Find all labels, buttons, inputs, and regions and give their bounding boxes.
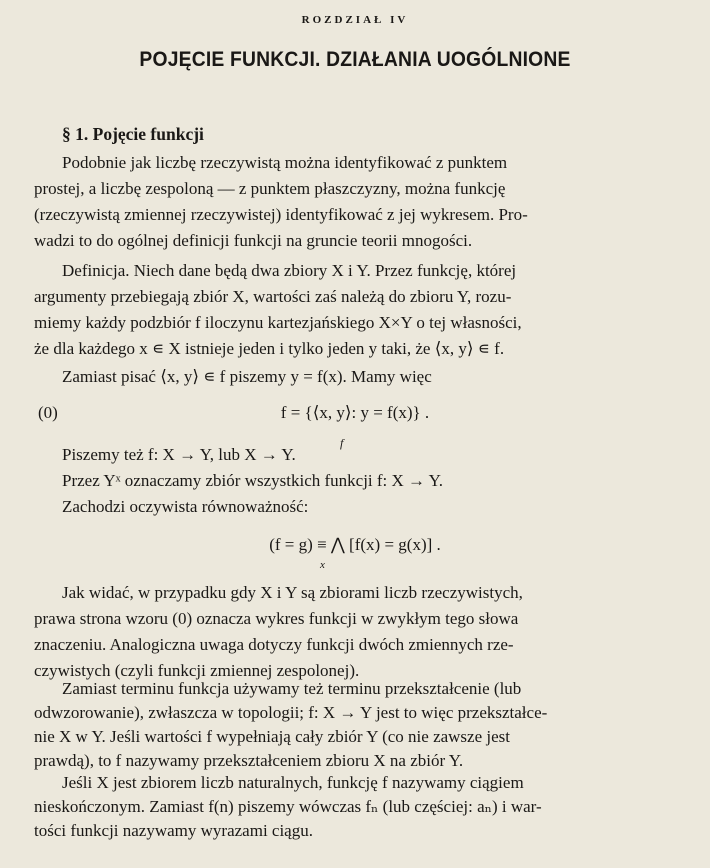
terms-line: odwzorowanie), zwłaszcza w topologii; f: X → Y jest to więc przekształce-	[34, 703, 548, 722]
equation-label-0: (0)	[38, 403, 58, 422]
remark-line: prawa strona wzoru (0) oznacza wykres funkcji w zwykłym tego słowa	[34, 609, 519, 628]
notation-line: Piszemy też f: X → Y, lub X → Y.	[62, 445, 296, 464]
definition-line: że dla każdego x ∊ X istnieje jeden i tylko jeden y taki, że ⟨x, y⟩ ∊ f.	[34, 339, 505, 358]
intro-line: prostej, a liczbę zespoloną — z punktem płaszczyzny, można funkcję	[34, 179, 506, 198]
sequence-line: Jeśli X jest zbiorem liczb naturalnych, funkcję f nazywamy ciągiem	[62, 773, 524, 792]
intro-line: (rzeczywistą zmiennej rzeczywistej) identyfikować z jej wykresem. Pro-	[34, 205, 528, 224]
intro-line: Podobnie jak liczbę rzeczywistą można identyfikować z punktem	[62, 153, 508, 172]
section-heading: § 1. Pojęcie funkcji	[62, 124, 204, 144]
definition-line: miemy każdy podzbiór f iloczynu kartezjańskiego X×Y o tej własności,	[34, 313, 522, 332]
terms-line: nie X w Y. Jeśli wartości f wypełniają cały zbiór Y (co nie zawsze jest	[34, 727, 510, 746]
chapter-label: ROZDZIAŁ IV	[301, 14, 409, 26]
definition-line: Definicja. Niech dane będą dwa zbiory X i Y. Przez funkcję, której	[62, 261, 517, 280]
sequence-line: nieskończonym. Zamiast f(n) piszemy wówczas fₙ (lub częściej: aₙ) i war-	[34, 797, 542, 816]
terms-line: prawdą), to f nazywamy przekształceniem zbioru X na zbiór Y.	[34, 751, 464, 770]
notation-line: Przez Yˣ oznaczamy zbiór wszystkich funkcji f: X → Y.	[62, 471, 444, 490]
equation-1: (f = g) ≡ ⋀ [f(x) = g(x)] .	[269, 535, 441, 554]
sequence-line: tości funkcji nazywamy wyrazami ciągu.	[34, 821, 313, 840]
equation-0: f = {⟨x, y⟩: y = f(x)} .	[280, 403, 430, 422]
remark-line: Jak widać, w przypadku gdy X i Y są zbiorami liczb rzeczywistych,	[62, 583, 523, 602]
remark-line: czywistych (czyli funkcji zmiennej zespolonej).	[34, 661, 360, 680]
equation-1-subscript: x	[320, 559, 325, 571]
remark-line: znaczeniu. Analogiczna uwaga dotyczy funkcji dwóch zmiennych rze-	[34, 635, 514, 654]
arrow-label: f	[340, 436, 344, 450]
terms-line: Zamiast terminu funkcja używamy też terminu przekształcenie (lub	[62, 679, 522, 698]
notation-line: Zachodzi oczywista równoważność:	[62, 497, 309, 516]
definition-line: argumenty przebiegają zbiór X, wartości zaś należą do zbioru Y, rozu-	[34, 287, 512, 306]
chapter-title: POJĘCIE FUNKCJI. DZIAŁANIA UOGÓLNIONE	[139, 48, 571, 71]
notation-line: Zamiast pisać ⟨x, y⟩ ∊ f piszemy y = f(x). Mamy więc	[62, 367, 432, 386]
intro-line: wadzi to do ogólnej definicji funkcji na gruncie teorii mnogości.	[34, 231, 473, 250]
